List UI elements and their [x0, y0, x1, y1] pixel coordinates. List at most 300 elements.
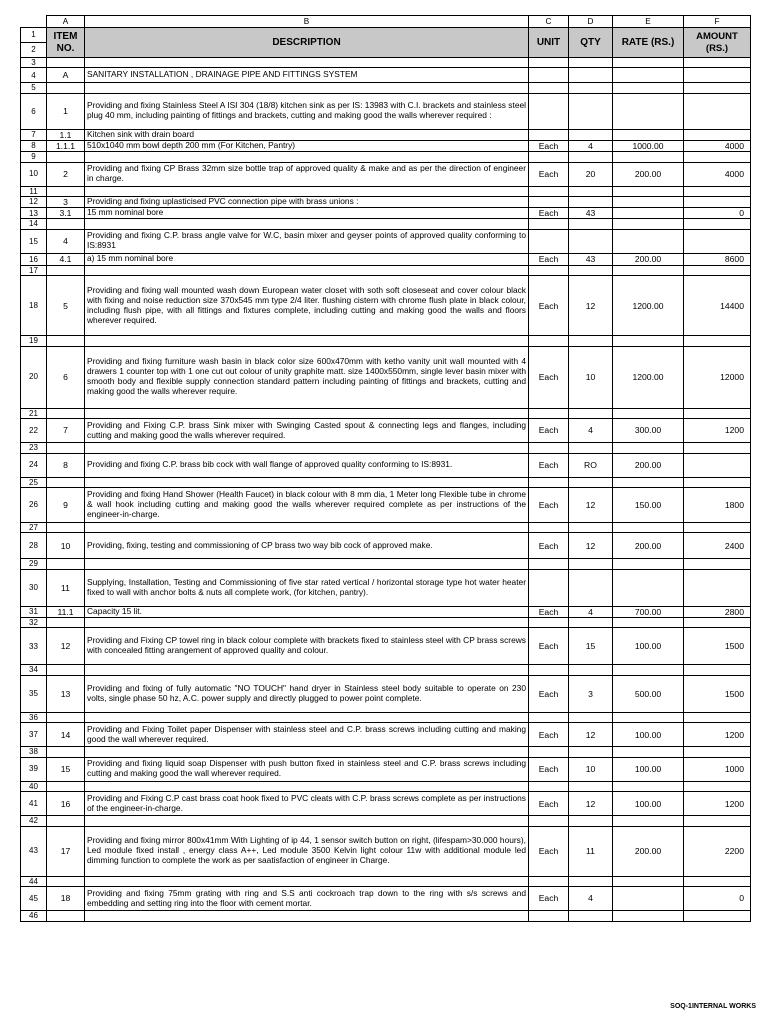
rate-cell — [613, 477, 684, 487]
unit-cell — [529, 152, 569, 162]
qty-cell — [569, 559, 613, 569]
qty-cell: 12 — [569, 792, 613, 816]
description-cell: Providing and fixing Hand Shower (Health Faucet) in black colour with 8 mm dia, 1 Meter long Flexible tube in chrome & wall hook including cutting and making good the walls wherever required complete as per instructions of the engineer-in-charge. — [85, 487, 529, 522]
unit-cell — [529, 83, 569, 93]
table-row — [21, 229, 751, 253]
unit-cell — [529, 816, 569, 826]
rate-cell: 200.00 — [613, 253, 684, 265]
column-letter-b: B — [85, 16, 529, 28]
column-letter-a: A — [47, 16, 85, 28]
table-row — [21, 477, 751, 487]
rate-cell — [613, 336, 684, 346]
row-number: 13 — [21, 208, 47, 219]
item-no-cell — [47, 186, 85, 196]
item-no-cell — [47, 911, 85, 922]
row-number: 33 — [21, 628, 47, 665]
amount-cell: 2200 — [684, 826, 751, 876]
amount-cell — [684, 559, 751, 569]
qty-cell: 43 — [569, 253, 613, 265]
unit-cell — [529, 665, 569, 675]
table-row — [21, 129, 751, 140]
description-cell — [85, 443, 529, 453]
amount-cell: 14400 — [684, 276, 751, 336]
row-number: 40 — [21, 781, 47, 791]
row-number: 44 — [21, 876, 47, 886]
amount-cell — [684, 617, 751, 627]
row-number: 16 — [21, 253, 47, 265]
amount-cell: 2400 — [684, 533, 751, 559]
unit-cell — [529, 443, 569, 453]
column-letter-d: D — [569, 16, 613, 28]
amount-cell — [684, 197, 751, 208]
table-row — [21, 346, 751, 408]
description-cell: Capacity 15 lit. — [85, 606, 529, 617]
qty-cell — [569, 129, 613, 140]
column-letter-f: F — [684, 16, 751, 28]
row-number: 42 — [21, 816, 47, 826]
qty-cell — [569, 152, 613, 162]
amount-cell: 4000 — [684, 162, 751, 186]
description-cell: Providing and Fixing C.P cast brass coat hook fixed to PVC cleats with C.P. brass screws complete as per instructions of the engineer-in-charge. — [85, 792, 529, 816]
rate-cell — [613, 58, 684, 68]
rate-cell — [613, 876, 684, 886]
row-number: 23 — [21, 443, 47, 453]
unit-cell — [529, 747, 569, 757]
row-number: 15 — [21, 229, 47, 253]
rate-cell — [613, 186, 684, 196]
unit-cell: Each — [529, 162, 569, 186]
amount-cell — [684, 93, 751, 129]
rate-cell: 1000.00 — [613, 141, 684, 152]
rate-cell — [613, 747, 684, 757]
description-cell: SANITARY INSTALLATION , DRAINAGE PIPE AND FITTINGS SYSTEM — [85, 68, 529, 83]
amount-cell — [684, 781, 751, 791]
rate-cell — [613, 152, 684, 162]
item-no-cell: 4 — [47, 229, 85, 253]
row-number: 20 — [21, 346, 47, 408]
qty-cell — [569, 747, 613, 757]
unit-cell: Each — [529, 757, 569, 781]
item-no-cell — [47, 443, 85, 453]
table-row — [21, 419, 751, 443]
table-row — [21, 606, 751, 617]
table-row — [21, 887, 751, 911]
qty-cell: 15 — [569, 628, 613, 665]
description-cell: Providing and fixing liquid soap Dispenser with push button fixed in stainless steel and C.P. brass screws including cutting and making good the wall wherever required. — [85, 757, 529, 781]
unit-cell — [529, 336, 569, 346]
rate-cell — [613, 83, 684, 93]
row-number: 32 — [21, 617, 47, 627]
qty-cell — [569, 665, 613, 675]
table-row — [21, 792, 751, 816]
item-no-cell — [47, 58, 85, 68]
row-number: 1 — [21, 28, 47, 43]
item-no-cell: 16 — [47, 792, 85, 816]
description-cell: Providing and fixing uplasticised PVC connection pipe with brass unions : — [85, 197, 529, 208]
rate-cell — [613, 68, 684, 83]
qty-cell: 10 — [569, 346, 613, 408]
amount-cell — [684, 68, 751, 83]
item-no-cell — [47, 665, 85, 675]
item-no-cell — [47, 617, 85, 627]
rate-cell: 100.00 — [613, 723, 684, 747]
description-cell — [85, 265, 529, 275]
unit-cell: Each — [529, 533, 569, 559]
row-number: 21 — [21, 408, 47, 418]
amount-cell — [684, 665, 751, 675]
row-number: 9 — [21, 152, 47, 162]
rate-cell — [613, 443, 684, 453]
description-cell: Providing and fixing mirror 800x41mm With Lighting of ip 44, 1 sensor switch button on right, (lifespam>30.000 hours), Led module fixed install , energy class A++, Led module 3500 Kelvin light colour 11w with additional module led dimming function to complete the work as per saatisfaction of engineer in Charge. — [85, 826, 529, 876]
table-row — [21, 665, 751, 675]
unit-cell — [529, 911, 569, 922]
qty-cell — [569, 186, 613, 196]
item-no-cell: 3.1 — [47, 208, 85, 219]
rate-cell — [613, 887, 684, 911]
unit-cell — [529, 186, 569, 196]
amount-cell: 1500 — [684, 675, 751, 712]
qty-cell — [569, 197, 613, 208]
item-no-cell: 11 — [47, 569, 85, 606]
table-row — [21, 747, 751, 757]
unit-cell — [529, 569, 569, 606]
table-row — [21, 876, 751, 886]
table-row — [21, 712, 751, 722]
rate-cell — [613, 712, 684, 722]
unit-cell — [529, 219, 569, 229]
item-no-cell — [47, 265, 85, 275]
row-number: 4 — [21, 68, 47, 83]
unit-cell: Each — [529, 141, 569, 152]
rate-cell — [613, 665, 684, 675]
qty-cell — [569, 265, 613, 275]
rate-cell — [613, 219, 684, 229]
qty-cell — [569, 83, 613, 93]
description-cell — [85, 522, 529, 532]
rate-cell — [613, 559, 684, 569]
table-row — [21, 617, 751, 627]
description-cell: Providing and Fixing Toilet paper Dispenser with stainless steel and C.P. brass screws including cutting and making good the wall wherever required. — [85, 723, 529, 747]
rate-cell: 1200.00 — [613, 276, 684, 336]
table-row — [21, 83, 751, 93]
table-row — [21, 816, 751, 826]
amount-cell — [684, 408, 751, 418]
description-cell: Providing and fixing 75mm grating with ring and S.S anti cockroach trap down to the ring with s/s screws and embedding and setting ring into the floor with cement mortar. — [85, 887, 529, 911]
item-no-cell: 2 — [47, 162, 85, 186]
qty-cell: 4 — [569, 887, 613, 911]
item-no-cell — [47, 816, 85, 826]
rate-cell: 150.00 — [613, 487, 684, 522]
description-cell — [85, 876, 529, 886]
header-description: DESCRIPTION — [85, 28, 529, 58]
item-no-cell: 1.1.1 — [47, 141, 85, 152]
corner-cell — [21, 16, 47, 28]
unit-cell: Each — [529, 826, 569, 876]
table-row — [21, 408, 751, 418]
row-number: 27 — [21, 522, 47, 532]
row-number: 3 — [21, 58, 47, 68]
item-no-cell: 11.1 — [47, 606, 85, 617]
item-no-cell: 6 — [47, 346, 85, 408]
table-row — [21, 68, 751, 83]
item-no-cell: 17 — [47, 826, 85, 876]
amount-cell — [684, 747, 751, 757]
unit-cell — [529, 229, 569, 253]
rate-cell — [613, 781, 684, 791]
rate-cell — [613, 265, 684, 275]
amount-cell — [684, 816, 751, 826]
description-cell: Providing and fixing of fully automatic "NO TOUCH" hand dryer in Stainless steel body suitable to operate on 230 volts, single phase 50 hz, A.C. power supply and directly plugged to power point complete. — [85, 675, 529, 712]
table-row — [21, 559, 751, 569]
unit-cell: Each — [529, 887, 569, 911]
amount-cell: 1800 — [684, 487, 751, 522]
row-number: 17 — [21, 265, 47, 275]
description-cell: Providing and fixing furniture wash basin in black color size 600x470mm with ketho vanity unit wall mounted with 4 drawers 1 counter top with 1 one cut out colour of unity graphite matt. size 1400x550mm, single lever basin mixer with smooth body and flexible supply connection standard pattern including painting of fittings and brackets, cutting and making good the walls wherever require. — [85, 346, 529, 408]
row-number: 8 — [21, 141, 47, 152]
amount-cell — [684, 83, 751, 93]
row-number: 37 — [21, 723, 47, 747]
amount-cell — [684, 336, 751, 346]
amount-cell — [684, 129, 751, 140]
item-no-cell — [47, 781, 85, 791]
qty-cell: 20 — [569, 162, 613, 186]
rate-cell: 200.00 — [613, 453, 684, 477]
item-no-cell: 7 — [47, 419, 85, 443]
description-cell — [85, 83, 529, 93]
unit-cell: Each — [529, 208, 569, 219]
row-number: 25 — [21, 477, 47, 487]
unit-cell — [529, 781, 569, 791]
qty-cell: 12 — [569, 533, 613, 559]
item-no-cell — [47, 83, 85, 93]
amount-cell — [684, 265, 751, 275]
item-no-cell — [47, 876, 85, 886]
column-letter-row — [21, 16, 751, 28]
table-row — [21, 675, 751, 712]
table-row — [21, 58, 751, 68]
qty-cell — [569, 219, 613, 229]
amount-cell: 12000 — [684, 346, 751, 408]
rate-cell: 300.00 — [613, 419, 684, 443]
qty-cell — [569, 781, 613, 791]
row-number: 7 — [21, 129, 47, 140]
amount-cell — [684, 186, 751, 196]
unit-cell: Each — [529, 253, 569, 265]
item-no-cell — [47, 152, 85, 162]
rate-cell: 1200.00 — [613, 346, 684, 408]
row-number: 6 — [21, 93, 47, 129]
amount-cell: 0 — [684, 208, 751, 219]
boq-table — [20, 15, 751, 922]
unit-cell — [529, 93, 569, 129]
item-no-cell — [47, 559, 85, 569]
qty-cell: 10 — [569, 757, 613, 781]
unit-cell — [529, 68, 569, 83]
description-cell: 510x1040 mm bowl depth 200 mm (For Kitchen, Pantry) — [85, 141, 529, 152]
amount-cell — [684, 569, 751, 606]
amount-cell: 1500 — [684, 628, 751, 665]
unit-cell — [529, 617, 569, 627]
rate-cell — [613, 522, 684, 532]
header-rate: RATE (RS.) — [613, 28, 684, 58]
row-number: 30 — [21, 569, 47, 606]
qty-cell — [569, 522, 613, 532]
qty-cell — [569, 816, 613, 826]
description-cell: 15 mm nominal bore — [85, 208, 529, 219]
amount-cell — [684, 229, 751, 253]
row-number: 43 — [21, 826, 47, 876]
table-row — [21, 453, 751, 477]
item-no-cell: 13 — [47, 675, 85, 712]
amount-cell: 8600 — [684, 253, 751, 265]
row-number: 36 — [21, 712, 47, 722]
item-no-cell: 15 — [47, 757, 85, 781]
row-number: 29 — [21, 559, 47, 569]
table-row — [21, 208, 751, 219]
rate-cell: 100.00 — [613, 757, 684, 781]
column-letter-c: C — [529, 16, 569, 28]
qty-cell — [569, 876, 613, 886]
description-cell — [85, 712, 529, 722]
table-row — [21, 162, 751, 186]
qty-cell — [569, 93, 613, 129]
qty-cell: 4 — [569, 141, 613, 152]
amount-cell — [684, 453, 751, 477]
table-row — [21, 569, 751, 606]
rate-cell: 700.00 — [613, 606, 684, 617]
description-cell — [85, 152, 529, 162]
item-no-cell: 12 — [47, 628, 85, 665]
table-row — [21, 336, 751, 346]
rate-cell — [613, 129, 684, 140]
row-number: 10 — [21, 162, 47, 186]
unit-cell — [529, 477, 569, 487]
unit-cell — [529, 712, 569, 722]
amount-cell — [684, 712, 751, 722]
header-amount: AMOUNT (RS.) — [684, 28, 751, 58]
table-row — [21, 533, 751, 559]
description-cell: a) 15 mm nominal bore — [85, 253, 529, 265]
description-cell — [85, 186, 529, 196]
row-number: 38 — [21, 747, 47, 757]
item-no-cell — [47, 477, 85, 487]
table-row — [21, 911, 751, 922]
item-no-cell: 14 — [47, 723, 85, 747]
item-no-cell: A — [47, 68, 85, 83]
rate-cell — [613, 911, 684, 922]
sheet-footer: SOQ-1INTERNAL WORKS — [670, 1003, 756, 1010]
amount-cell: 1200 — [684, 419, 751, 443]
table-row — [21, 219, 751, 229]
rate-cell — [613, 408, 684, 418]
description-cell: Providing and Fixing C.P. brass Sink mixer with Swinging Casted spout & connecting legs and flanges, including cutting and making good the walls wherever required. — [85, 419, 529, 443]
description-cell — [85, 58, 529, 68]
table-row — [21, 265, 751, 275]
table-row — [21, 723, 751, 747]
item-no-cell: 1 — [47, 93, 85, 129]
row-number: 11 — [21, 186, 47, 196]
description-cell — [85, 781, 529, 791]
description-cell: Providing and fixing Stainless Steel A ISI 304 (18/8) kitchen sink as per IS: 13983 with C.I. brackets and stainless steel plug 40 mm, including painting of fittings and brackets, cutting and making good the walls wherever required : — [85, 93, 529, 129]
table-row — [21, 487, 751, 522]
qty-cell — [569, 712, 613, 722]
qty-cell: 11 — [569, 826, 613, 876]
amount-cell — [684, 522, 751, 532]
rate-cell: 200.00 — [613, 162, 684, 186]
item-no-cell — [47, 336, 85, 346]
row-number: 19 — [21, 336, 47, 346]
column-letter-e: E — [613, 16, 684, 28]
rate-cell — [613, 208, 684, 219]
amount-cell — [684, 911, 751, 922]
unit-cell: Each — [529, 276, 569, 336]
qty-cell — [569, 477, 613, 487]
unit-cell — [529, 522, 569, 532]
item-no-cell: 8 — [47, 453, 85, 477]
description-cell — [85, 408, 529, 418]
unit-cell: Each — [529, 419, 569, 443]
row-number: 24 — [21, 453, 47, 477]
description-cell — [85, 816, 529, 826]
qty-cell — [569, 58, 613, 68]
amount-cell: 1200 — [684, 792, 751, 816]
unit-cell: Each — [529, 723, 569, 747]
description-cell — [85, 477, 529, 487]
qty-cell — [569, 443, 613, 453]
qty-cell: 43 — [569, 208, 613, 219]
rate-cell — [613, 197, 684, 208]
amount-cell — [684, 152, 751, 162]
description-cell — [85, 617, 529, 627]
table-row — [21, 197, 751, 208]
row-number: 18 — [21, 276, 47, 336]
header-unit: UNIT — [529, 28, 569, 58]
amount-cell: 1200 — [684, 723, 751, 747]
header-item-no: ITEM NO. — [47, 28, 85, 58]
table-row — [21, 186, 751, 196]
description-cell — [85, 911, 529, 922]
item-no-cell — [47, 219, 85, 229]
item-no-cell — [47, 522, 85, 532]
description-cell: Supplying, Installation, Testing and Commissioning of five star rated vertical / horizontal storage type hot water heater fixed to wall with anchor bolts & nuts all complete work, (for kitchen, pantry). — [85, 569, 529, 606]
table-row — [21, 522, 751, 532]
table-row — [21, 443, 751, 453]
row-number: 34 — [21, 665, 47, 675]
unit-cell — [529, 408, 569, 418]
description-cell: Providing and Fixing CP towel ring in black colour complete with brackets fixed to stainless steel with CP brass screws with concealed fitting arangement of approved quality and colour. — [85, 628, 529, 665]
qty-cell — [569, 569, 613, 606]
unit-cell: Each — [529, 487, 569, 522]
description-cell: Providing and fixing C.P. brass angle valve for W.C, basin mixer and geyser points of approved quality conforming to IS:8931 — [85, 229, 529, 253]
unit-cell: Each — [529, 346, 569, 408]
qty-cell — [569, 68, 613, 83]
table-row — [21, 152, 751, 162]
rate-cell: 200.00 — [613, 533, 684, 559]
description-cell — [85, 747, 529, 757]
unit-cell: Each — [529, 792, 569, 816]
qty-cell — [569, 408, 613, 418]
item-no-cell: 3 — [47, 197, 85, 208]
item-no-cell: 10 — [47, 533, 85, 559]
row-number: 35 — [21, 675, 47, 712]
table-row — [21, 276, 751, 336]
rate-cell — [613, 569, 684, 606]
unit-cell — [529, 197, 569, 208]
row-number: 12 — [21, 197, 47, 208]
row-number: 14 — [21, 219, 47, 229]
row-number: 39 — [21, 757, 47, 781]
unit-cell — [529, 265, 569, 275]
